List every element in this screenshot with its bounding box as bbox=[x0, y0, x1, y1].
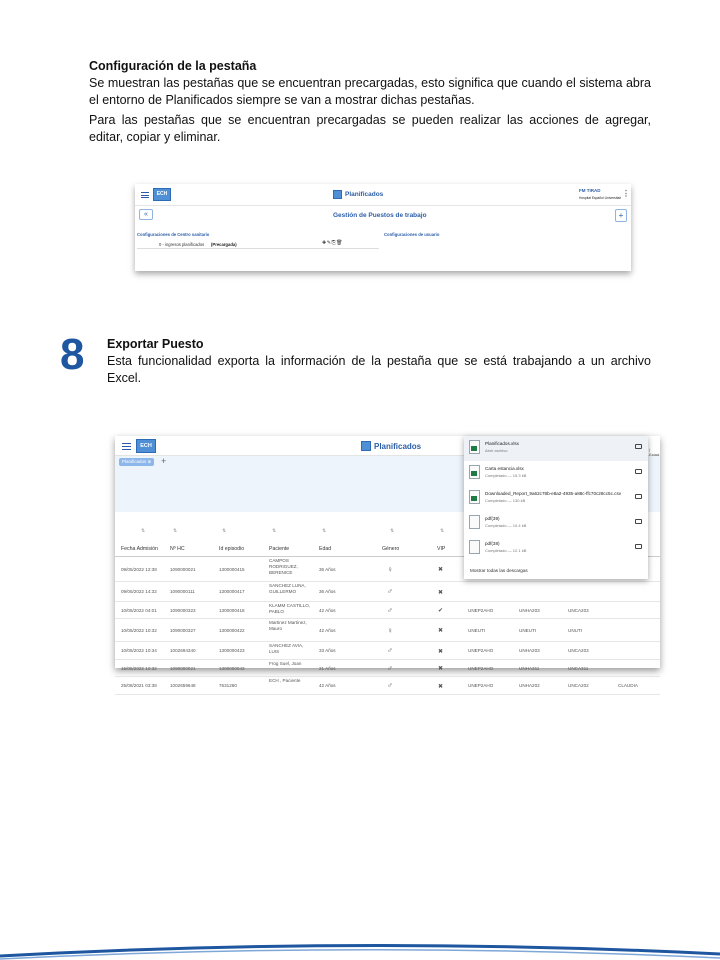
cell-unit: UNEP2AHO bbox=[468, 648, 494, 653]
tab-row-actions[interactable]: ✚✎⎘🗑 bbox=[322, 240, 344, 246]
cell-paciente: KLAMM CASTILLO, PABLO bbox=[269, 603, 311, 614]
download-status: Completado — 130 kB bbox=[485, 498, 526, 503]
gender-icon: ♂ bbox=[387, 663, 393, 673]
cell-edad: 36 Años bbox=[319, 566, 336, 572]
gender-icon: ♂ bbox=[387, 587, 393, 596]
cell-episodio: 1300000423 bbox=[219, 648, 245, 653]
step-number: 8 bbox=[60, 330, 85, 379]
section-export-title: Exportar Puesto bbox=[107, 337, 204, 351]
cell-paciente: SANCHEZ LUNA, GUILLERMO bbox=[269, 583, 306, 594]
vip-icon: ✖ bbox=[438, 628, 444, 634]
download-status: Completado — 10.4 kB bbox=[485, 523, 527, 528]
cell-edad: 42 Años bbox=[319, 683, 336, 688]
section-config-title: Configuración de la pestaña bbox=[89, 59, 257, 73]
sort-icon[interactable]: ⇅ bbox=[173, 528, 178, 534]
cell-unit: UNCA311 bbox=[568, 665, 589, 671]
cell-hc: 1002694340 bbox=[170, 648, 196, 653]
column-header-episodio[interactable]: Id episodio bbox=[219, 546, 245, 552]
page-heading: Gestión de Puestos de trabajo bbox=[333, 212, 427, 219]
file-icon bbox=[469, 515, 480, 529]
cell-edad: 33 Años bbox=[319, 648, 336, 653]
excel-file-icon bbox=[469, 440, 480, 454]
cell-episodio: 1300000415 bbox=[219, 566, 245, 572]
add-icon[interactable]: + bbox=[615, 209, 627, 222]
cell-hc: 1090000323 bbox=[170, 607, 196, 613]
vip-icon: ✖ bbox=[438, 648, 444, 655]
footer-decoration bbox=[0, 932, 720, 960]
cell-fecha: 15/05/2022 10:32 bbox=[121, 665, 157, 671]
cell-edad: 36 Años bbox=[319, 589, 336, 594]
cell-paciente: SANCHEZ AVIA, LUIS bbox=[269, 643, 304, 654]
cell-paciente: Frog Suel, Joan bbox=[269, 661, 302, 666]
folder-icon[interactable] bbox=[635, 544, 642, 549]
screenshot-export bbox=[115, 436, 660, 690]
planificados-app-icon bbox=[361, 441, 371, 451]
app-header bbox=[135, 184, 631, 206]
cell-unit: UNEUTI bbox=[519, 627, 537, 633]
sort-icon[interactable]: ⇅ bbox=[141, 528, 146, 534]
export-paragraph: Esta funcionalidad exporta la información de la pestaña que se está trabajando a un archivo Excel. bbox=[107, 354, 651, 385]
column-header-hc[interactable]: Nº HC bbox=[170, 546, 185, 552]
app-title: Planificados bbox=[374, 442, 422, 451]
ech-logo: ECH bbox=[136, 439, 156, 453]
cell-unit: UNUTI bbox=[568, 627, 583, 633]
cell-unit: UNHA202 bbox=[519, 683, 540, 688]
table-row[interactable] bbox=[115, 602, 660, 619]
cell-unit: UNEP2AHO bbox=[468, 683, 494, 688]
tab-planificados[interactable]: Planificados ⊗ bbox=[119, 458, 154, 466]
excel-file-icon bbox=[469, 490, 480, 504]
folder-icon[interactable] bbox=[635, 494, 642, 499]
download-item[interactable] bbox=[464, 486, 648, 511]
column-header-fecha[interactable]: Fecha Admisión bbox=[121, 546, 158, 552]
tab-row-name: 0 - ingresos planificados bbox=[159, 242, 205, 247]
cell-unit: UNHA311 bbox=[519, 665, 540, 671]
user-organization: Hospital Español Universitari bbox=[579, 196, 622, 200]
cell-unit: UNCA203 bbox=[568, 607, 589, 613]
cell-edad: 42 Años bbox=[319, 607, 336, 613]
cell-unit: UNEUTI bbox=[468, 627, 486, 633]
download-name: Downloaded_Report_9a62c78b-e8a2-4935-a88c-ffc70c28cc5c.csv bbox=[485, 491, 622, 496]
cell-fecha: 10/05/2022 04:01 bbox=[121, 607, 157, 613]
vip-icon: ✔ bbox=[438, 608, 444, 614]
download-name: Carta estancia.xlsx bbox=[485, 466, 524, 471]
cell-episodio: 1300000422 bbox=[219, 627, 245, 633]
cell-paciente: ECH , Paciente bbox=[269, 678, 301, 683]
cell-unit: UNHA203 bbox=[519, 607, 540, 613]
hamburger-menu-icon[interactable] bbox=[122, 443, 131, 450]
planificados-app-icon bbox=[333, 190, 342, 199]
cell-hc: 1090000327 bbox=[170, 627, 196, 633]
cell-fecha: 10/05/2022 10:32 bbox=[121, 627, 157, 633]
column-header-genero[interactable]: Género bbox=[382, 546, 400, 552]
folder-icon[interactable] bbox=[635, 469, 642, 474]
cell-unit: UNCA203 bbox=[568, 648, 589, 653]
folder-icon[interactable] bbox=[635, 444, 642, 449]
cell-edad: 21 Años bbox=[319, 665, 336, 671]
add-tab-icon[interactable]: + bbox=[161, 456, 167, 466]
column-header-vip[interactable]: VIP bbox=[437, 546, 446, 552]
cell-fecha: 09/05/2022 14:32 bbox=[121, 589, 157, 594]
download-status: Completado — 15.3 kB bbox=[485, 473, 527, 478]
more-options-icon[interactable]: ⋮ bbox=[622, 189, 630, 198]
preloaded-tab-row[interactable] bbox=[137, 240, 379, 249]
vip-icon: ✖ bbox=[438, 666, 444, 672]
file-icon bbox=[469, 540, 480, 554]
gender-icon: ♀ bbox=[387, 564, 393, 574]
cell-unit: UNCA202 bbox=[568, 683, 589, 688]
cell-unit: CLAUDIA bbox=[618, 683, 638, 688]
download-status: Abrir archivo bbox=[485, 448, 508, 453]
folder-icon[interactable] bbox=[635, 519, 642, 524]
partial-toolbar-text: | Estad bbox=[649, 447, 660, 457]
cell-unit: UNEP2AHO bbox=[468, 665, 494, 671]
download-item[interactable] bbox=[464, 511, 648, 536]
label-usuario: Configuraciones de usuario bbox=[384, 232, 440, 237]
sort-icon[interactable]: ⇅ bbox=[272, 528, 277, 534]
sort-icon[interactable]: ⇅ bbox=[322, 528, 327, 534]
sort-icon[interactable]: ⇅ bbox=[440, 528, 445, 534]
cell-unit: UNEP2AHO bbox=[468, 607, 494, 613]
sort-icon[interactable]: ⇅ bbox=[390, 528, 395, 534]
table-row[interactable] bbox=[115, 582, 660, 602]
excel-file-icon bbox=[469, 465, 480, 479]
column-header-paciente[interactable]: Paciente bbox=[269, 546, 290, 552]
cell-hc: 1090000021 bbox=[170, 665, 196, 671]
gender-icon: ♂ bbox=[387, 605, 393, 615]
download-status: Completado — 12.1 kB bbox=[485, 548, 527, 553]
vip-icon: ✖ bbox=[438, 683, 444, 690]
cell-episodio: 7631260 bbox=[219, 683, 237, 688]
gender-icon: ♀ bbox=[387, 625, 393, 635]
config-paragraph-2: Para las pestañas que se encuentran precargadas se pueden realizar las acciones de agregar, editar, copiar y eliminar. bbox=[89, 113, 651, 144]
gender-icon: ♂ bbox=[387, 646, 393, 655]
cell-paciente: CAMPOS RODRIGUEZ, BERENICE bbox=[269, 558, 298, 575]
tab-row-tag: (Precargada) bbox=[211, 242, 237, 247]
download-name: pdf(39) bbox=[485, 516, 500, 521]
cell-episodio: 1300000417 bbox=[219, 589, 245, 594]
download-name: Planificados.xlsx bbox=[485, 441, 519, 446]
hamburger-menu-icon[interactable] bbox=[141, 192, 149, 198]
download-item[interactable] bbox=[464, 436, 648, 461]
download-item[interactable] bbox=[464, 461, 648, 486]
config-paragraph-1: Se muestran las pestañas que se encuentran precargadas, esto significa que cuando el sistema abra el entorno de Planificados siempre se van a mostrar dichas pestañas. bbox=[89, 76, 651, 107]
ech-logo: ECH bbox=[153, 188, 171, 201]
table-row[interactable] bbox=[115, 660, 660, 677]
gender-icon: ♂ bbox=[387, 681, 393, 690]
downloads-panel bbox=[464, 436, 648, 579]
table-row[interactable] bbox=[115, 619, 660, 642]
screenshot-tab-config bbox=[135, 184, 631, 271]
table-row[interactable] bbox=[115, 677, 660, 695]
cell-paciente: Martinez Martinez, Mauro bbox=[269, 620, 307, 631]
vip-icon: ✖ bbox=[438, 567, 444, 573]
cell-fecha: 25/08/2021 03:38 bbox=[121, 683, 157, 688]
cell-hc: 1090000111 bbox=[170, 589, 195, 594]
back-icon[interactable]: « bbox=[139, 209, 153, 220]
cell-unit: UNHA203 bbox=[519, 648, 540, 653]
vip-icon: ✖ bbox=[438, 589, 444, 596]
label-centro-sanitario: Configuraciones de Centro sanitario bbox=[137, 232, 210, 237]
cell-episodio: 1300000043 bbox=[219, 665, 245, 671]
sort-icon[interactable]: ⇅ bbox=[222, 528, 227, 534]
cell-fecha: 10/05/2022 10:34 bbox=[121, 648, 157, 653]
cell-episodio: 1300000418 bbox=[219, 607, 245, 613]
cell-fecha: 09/05/2022 12:38 bbox=[121, 566, 157, 572]
download-item[interactable] bbox=[464, 536, 648, 561]
show-all-downloads-link[interactable]: Mostrar todas las descargas bbox=[470, 568, 528, 573]
column-header-edad[interactable]: Edad bbox=[319, 546, 332, 552]
user-name: FM TIRAD bbox=[579, 188, 601, 193]
cell-hc: 1090000021 bbox=[170, 566, 196, 572]
cell-edad: 42 Años bbox=[319, 627, 336, 633]
cell-hc: 1002659648 bbox=[170, 683, 196, 688]
table-row[interactable] bbox=[115, 642, 660, 660]
download-name: pdf(38) bbox=[485, 541, 500, 546]
app-title: Planificados bbox=[345, 191, 384, 198]
